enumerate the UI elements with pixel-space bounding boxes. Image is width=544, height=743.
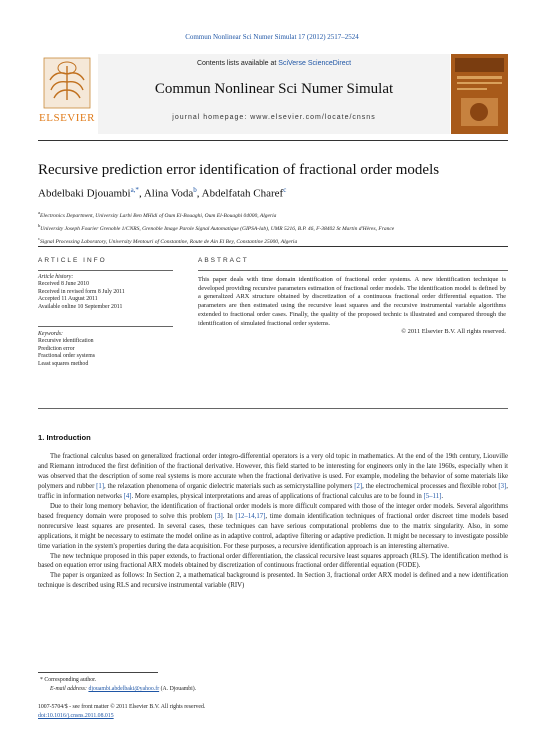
- keyword: Recursive identification: [38, 338, 94, 345]
- author-marks[interactable]: b: [193, 186, 197, 194]
- contents-line: [98, 60, 450, 67]
- citation-link[interactable]: [1]: [96, 482, 105, 490]
- keywords-label: Keywords:: [38, 331, 63, 337]
- keyword: Fractional order systems: [38, 353, 95, 360]
- masthead-rule: [38, 140, 508, 141]
- citation-link[interactable]: [2]: [354, 482, 363, 490]
- sciencedirect-link[interactable]: SciVerse ScienceDirect: [278, 60, 352, 67]
- email-owner: (A. Djouambi).: [160, 686, 197, 692]
- footnote-email: [50, 685, 520, 694]
- citation-link[interactable]: [3]: [498, 482, 507, 490]
- paragraph: Due to their long memory behavior, the identification of fractional order models is more difficult compared with those of the integer order models. Several algorithms based frequency domain were proposed to solve this problem [3]. In [12–14,17], time domain identification techniques of fractional order discreet time models based nonrecursive least squares are presented. In several cases, these techniques can have serious computational problems due to the matrix singularity. Also, in some applications, it might be necessary to estimate the model online as in adaptive control, adaptive filtering or adaptive prediction. It might be necessary to investigate possible time variation in the system's properties during the data acquisition. For these purposes, a recursive identification approach is an interesting alternative.: [38, 502, 509, 550]
- article-info-label: ARTICLE INFO: [38, 257, 107, 264]
- citation-link[interactable]: [12–14,17]: [235, 512, 266, 520]
- journal-title: Commun Nonlinear Sci Numer Simulat: [154, 81, 394, 97]
- email-label: E-mail address:: [50, 686, 87, 692]
- elsevier-logo: [38, 54, 96, 134]
- history-item: Received in revised form 8 July 2011: [38, 288, 125, 295]
- info-rule: [38, 326, 173, 327]
- header-rule: [38, 246, 508, 247]
- citation-link[interactable]: [3]: [214, 512, 223, 520]
- history-item: Received 8 June 2010: [38, 281, 90, 288]
- issn-line: 1007-5704/$ - see front matter © 2011 Elsevier B.V. All rights reserved.: [38, 704, 206, 710]
- paragraph: The new technique proposed in this paper extends, to fractional order differentiation, the classical recursive least squares approach (RLS). The identification method is based on equation error using fractional ARX models obtained by discretization of continuous fractional order differential equation (FODE).: [38, 552, 508, 570]
- author-marks[interactable]: c: [283, 186, 287, 194]
- abstract-text: This paper deals with time domain identification of fractional order systems. A new identification technique is developed providing recursive parameters estimation of fractional order models. The identification model is defined by a generalized ARX structure obtained by discretization of a continuous fractional order differential equation. The parameters are then estimated using the recursive least squares and the recursive instrumental variable algorithms extended to fractional order cases. Finally, the quality of the proposed technic is illustrated and compared through the identification of simulated fractional order systems.: [198, 276, 506, 327]
- author-name: Alina Voda: [143, 187, 194, 200]
- citation-link[interactable]: [5–11]: [423, 492, 442, 500]
- footnote-rule: [38, 672, 158, 673]
- history-item: Available online 10 September 2011: [38, 303, 123, 310]
- email-link[interactable]: djouambi.abdelbaki@yahoo.fr: [88, 686, 160, 692]
- article-title: Recursive prediction error identification of fractional order models: [38, 162, 440, 178]
- abstract-label: ABSTRACT: [198, 257, 249, 264]
- affiliation: $^b$University Joseph Fourier Grenoble 1/CNRS, Grenoble Image Parole Signal Automatique (GIPSA-lab), UMR 5216, B.P. 46, F-38402 St Martin d'Hères, France: [38, 222, 395, 232]
- journal-homepage[interactable]: journal homepage: www.elsevier.com/locate/cnsns: [172, 114, 376, 121]
- affiliation: $^c$Signal Processing Laboratory, University Mentouri of Constantine, Route de Ain El Bey, Constantine 25000, Algeria: [38, 235, 298, 245]
- doi-link[interactable]: doi:10.1016/j.cnsns.2011.08.015: [38, 713, 114, 719]
- author-list: Abdelbaki Djouambi$^{a,*}$, Alina Voda$^b$, Abdelfatah Charef$^c$: [38, 186, 287, 200]
- history-label: Article history:: [38, 274, 74, 280]
- running-head: Commun Nonlinear Sci Numer Simulat 17 (2012) 2517–2524: [185, 33, 359, 41]
- body-text: [38, 452, 508, 591]
- author-marks[interactable]: a,*: [130, 186, 139, 194]
- paragraph: The fractional calculus based on generalized fractional order integro-differential operators is a very old topic in mathematics. At the end of the 19th century, Liouville and Riemann introduced the first definition of the fractional derivative. However, this field started to be interesting for engineers only in the late 1960s, especially when it was observed that the description of some real systems is more accurate when the fractional derivative is used. For example, modeling the behavior of some materials like polymers and rubber [1], the relaxation phenomena of organic dielectric materials such as semicrystalline polymers [2], the electrochemical processes and flexible robot [3], traffic in information networks [4]. More examples, physical interpretations and areas of applications of fractional calculus are to be found in [5–11].: [38, 453, 508, 500]
- paragraph: The paper is organized as follows: In Section 2, a mathematical background is presented. In Section 3, fractional order ARX model is defined and a new identification technique is described using RLS and recursive instrumental variable (RIV): [38, 572, 508, 590]
- author-name: Abdelfatah Charef: [201, 187, 284, 200]
- section-rule: [38, 408, 508, 409]
- article-history: [38, 274, 173, 311]
- abstract: [198, 276, 506, 337]
- copyright: © 2011 Elsevier B.V. All rights reserved.: [401, 328, 506, 336]
- history-item: Accepted 11 August 2011: [38, 296, 98, 303]
- publisher-name: ELSEVIER: [39, 112, 95, 124]
- contents-prefix: Contents lists available at: [196, 60, 277, 67]
- keyword: Least squares method: [38, 360, 89, 367]
- info-rule: [38, 270, 173, 271]
- section-heading: 1. Introduction: [38, 433, 91, 442]
- author-name: Abdelbaki Djouambi: [38, 187, 131, 200]
- doi-line: [38, 712, 508, 721]
- journal-masthead: [38, 54, 508, 134]
- asterisk: *: [40, 677, 45, 683]
- affiliation: $^a$Electronics Department, University Larbi Ben MHidi of Oum El-Bouaghi, Oum El-Bouaghi 04000, Algeria: [38, 210, 277, 219]
- affiliations: [38, 208, 508, 246]
- keyword: Prediction error: [38, 345, 75, 352]
- citation-link[interactable]: [4]: [123, 492, 132, 500]
- journal-cover-image: [451, 54, 508, 134]
- keywords: [38, 331, 173, 368]
- footnote-corresponding: * Corresponding author.: [40, 677, 97, 683]
- abstract-rule: [198, 270, 508, 271]
